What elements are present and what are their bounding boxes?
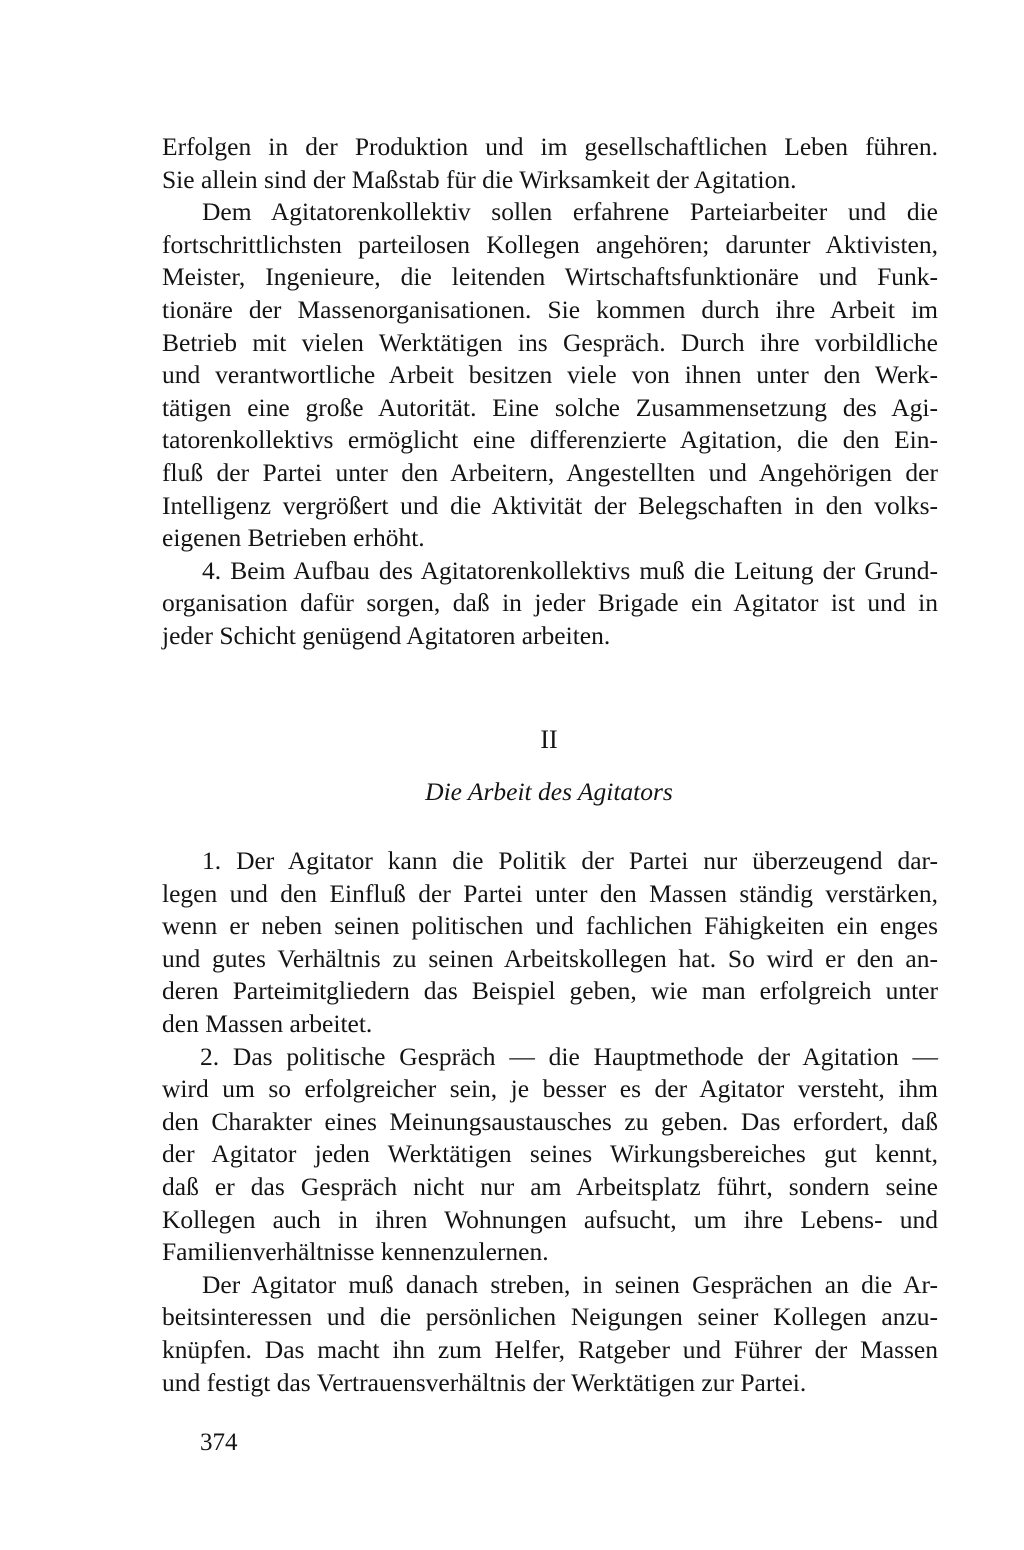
text-line: jeder Schicht genügend Agitatoren arbeiten. — [162, 620, 611, 650]
text-line: 4. Beim Aufbau des Agitatorenkollektivs muß die Leitung der Grund- — [202, 555, 938, 585]
text-line: wenn er neben seinen politischen und fachlichen Fähigkeiten ein enges — [162, 911, 938, 941]
text-line: beitsinteressen und die persönlichen Neigungen seiner Kollegen anzu- — [162, 1302, 938, 1332]
text-block-top — [162, 131, 938, 653]
text-line: und festigt das Vertrauensverhältnis der Werktätigen zur Partei. — [162, 1367, 807, 1397]
text-line: Der Agitator muß danach streben, in seinen Gesprächen an die Ar- — [202, 1269, 938, 1299]
text-line: Sie allein sind der Maßstab für die Wirksamkeit der Agitation. — [162, 164, 797, 194]
text-line: 2. Das politische Gespräch — die Hauptmethode der Agitation — — [200, 1041, 938, 1071]
text-line: den Charakter eines Meinungsaustausches zu geben. Das erfordert, daß — [162, 1106, 938, 1136]
text-line: Dem Agitatorenkollektiv sollen erfahrene Parteiarbeiter und die — [202, 197, 938, 227]
text-block-bottom — [162, 845, 938, 1399]
text-line: Erfolgen in der Produktion und im gesellschaftlichen Leben führen. — [162, 132, 938, 161]
text-line: tätigen eine große Autorität. Eine solche Zusammensetzung des Agi- — [162, 392, 938, 422]
section-title: Die Arbeit des Agitators — [425, 777, 673, 806]
text-line: und verantwortliche Arbeit besitzen viele von ihnen unter den Werk- — [162, 360, 938, 390]
text-line: 1. Der Agitator kann die Politik der Partei nur überzeugend dar- — [202, 846, 938, 875]
text-line: den Massen arbeitet. — [162, 1008, 373, 1038]
text-line: wird um so erfolgreicher sein, je besser es der Agitator versteht, ihm — [162, 1074, 938, 1104]
page-number: 374 — [200, 1429, 238, 1456]
section-number: II — [540, 725, 558, 754]
text-line: Meister, Ingenieure, die leitenden Wirtschaftsfunktionäre und Funk- — [162, 262, 938, 292]
text-line: Betrieb mit vielen Werktätigen ins Gespräch. Durch ihre vorbildliche — [162, 327, 938, 357]
text-line: knüpfen. Das macht ihn zum Helfer, Ratgeber und Führer der Massen — [162, 1334, 938, 1364]
text-line: Kollegen auch in ihren Wohnungen aufsucht, um ihre Lebens- und — [162, 1204, 938, 1234]
text-line: organisation dafür sorgen, daß in jeder Brigade ein Agitator ist und in — [162, 588, 938, 618]
text-line: Intelligenz vergrößert und die Aktivität der Belegschaften in den volks- — [162, 490, 938, 520]
text-line: legen und den Einfluß der Partei unter den Massen ständig verstärken, — [162, 878, 938, 908]
text-line: Familienverhältnisse kennenzulernen. — [162, 1237, 549, 1267]
text-line: daß er das Gespräch nicht nur am Arbeitsplatz führt, sondern seine — [162, 1171, 938, 1201]
text-line: fortschrittlichsten parteilosen Kollegen angehören; darunter Aktivisten, — [162, 229, 938, 259]
text-line: eigenen Betrieben erhöht. — [162, 523, 425, 553]
text-line: tatorenkollektivs ermöglicht eine differenzierte Agitation, die den Ein- — [162, 425, 938, 455]
text-line: deren Parteimitgliedern das Beispiel geben, wie man erfolgreich unter — [162, 976, 938, 1006]
text-line: fluß der Partei unter den Arbeitern, Angestellten und Angehörigen der — [162, 457, 938, 487]
text-line: und gutes Verhältnis zu seinen Arbeitskollegen hat. So wird er den an- — [162, 943, 938, 973]
text-line: tionäre der Massenorganisationen. Sie kommen durch ihre Arbeit im — [162, 294, 938, 324]
text-line: der Agitator jeden Werktätigen seines Wirkungsbereiches gut kennt, — [162, 1139, 938, 1169]
